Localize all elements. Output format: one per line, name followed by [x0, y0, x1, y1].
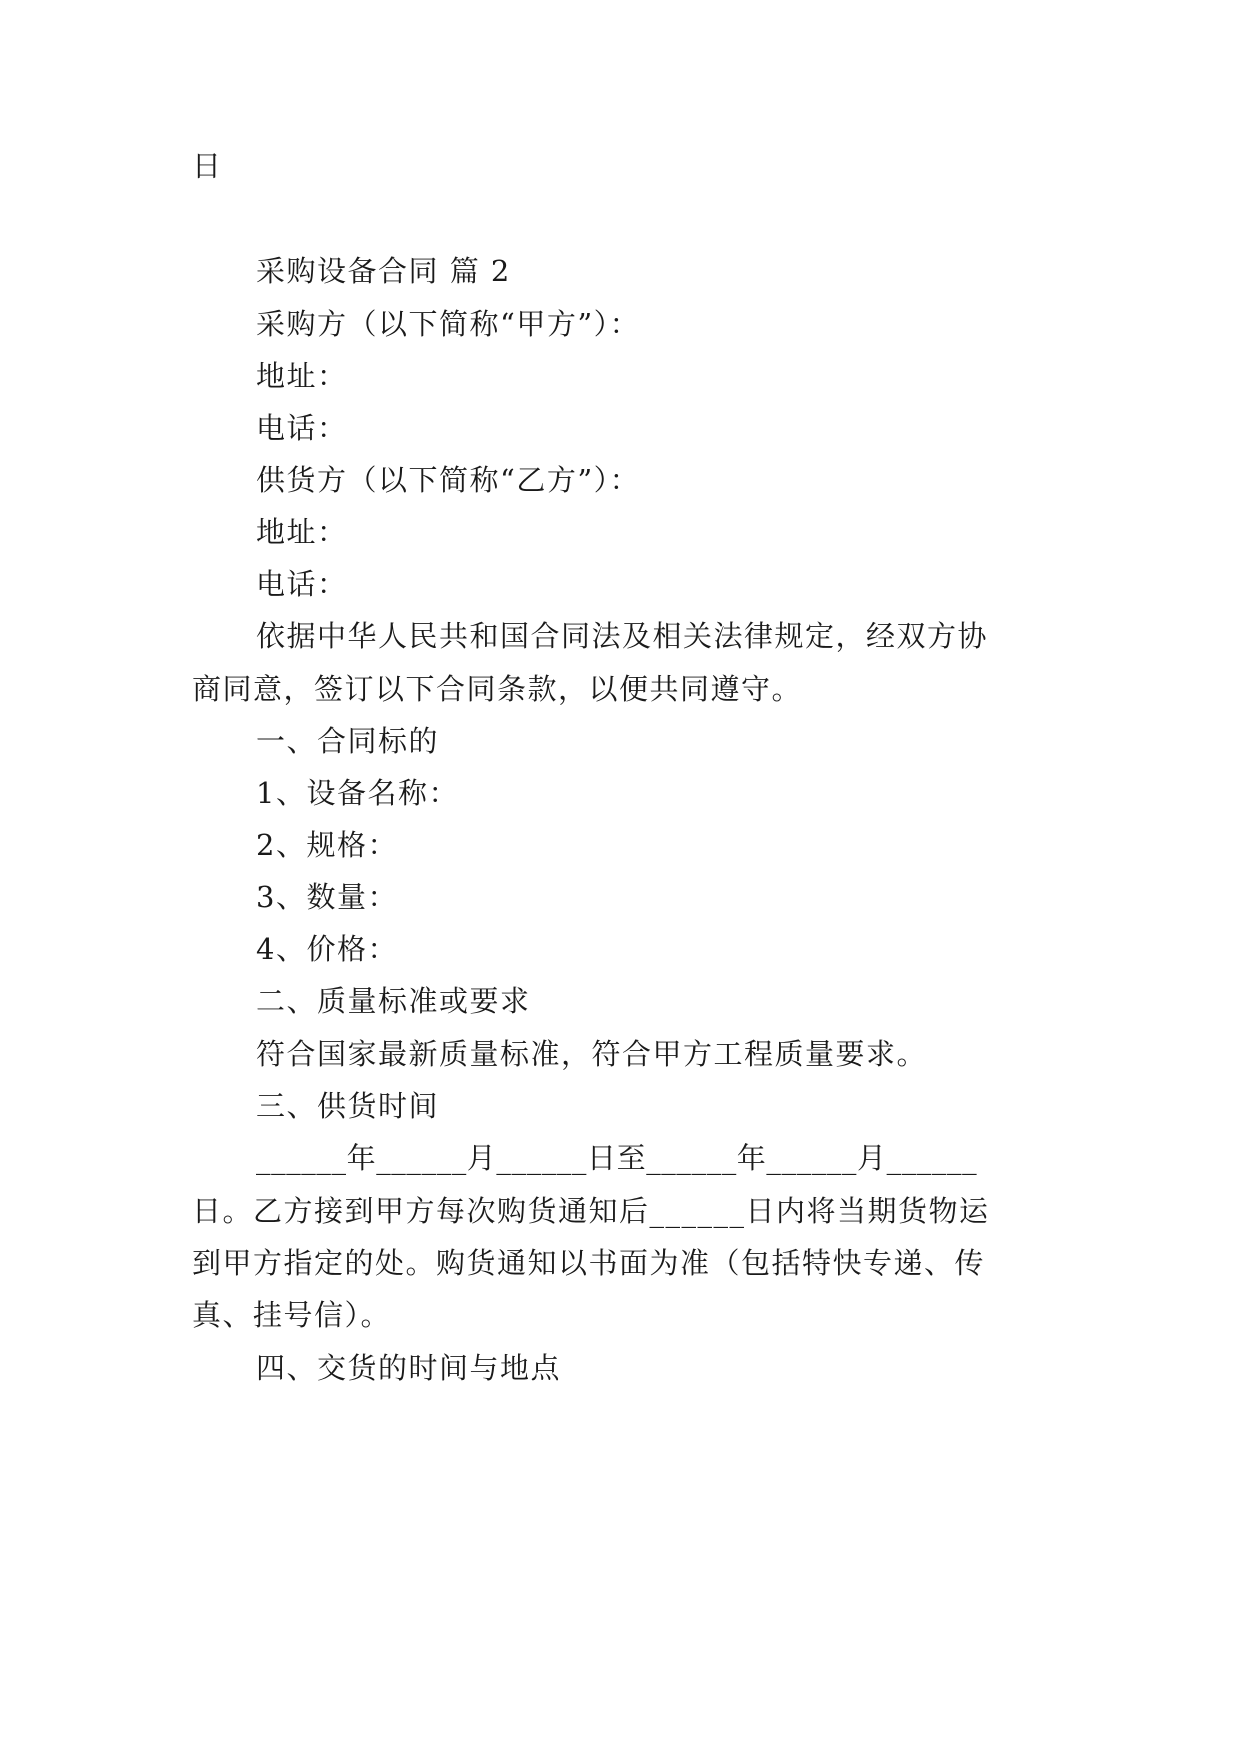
item-equipment-name: 1、设备名称：	[256, 776, 459, 810]
party-a-label: 采购方（以下简称“甲方”）：	[256, 307, 641, 341]
section-3-date-range: ______年______月______日至______年______月______	[256, 1141, 978, 1175]
section-3-line-2: 日。乙方接到甲方每次购货通知后______日内将当期货物运	[192, 1194, 990, 1228]
top-fragment: 日	[192, 149, 223, 183]
contract-heading: 采购设备合同 篇 2	[256, 254, 511, 288]
party-b-address: 地址：	[256, 515, 348, 549]
section-1-title: 一、合同标的	[256, 724, 440, 758]
section-3-line-4: 真、挂号信）。	[192, 1298, 392, 1332]
section-2-title: 二、质量标准或要求	[256, 984, 531, 1018]
item-price: 4、价格：	[256, 932, 398, 966]
party-b-phone: 电话：	[256, 567, 348, 601]
item-quantity: 3、数量：	[256, 880, 398, 914]
party-a-phone: 电话：	[256, 411, 348, 445]
section-3-title: 三、供货时间	[256, 1089, 440, 1123]
section-4-title: 四、交货的时间与地点	[256, 1351, 562, 1385]
section-3-line-3: 到甲方指定的处。购货通知以书面为准（包括特快专递、传	[192, 1246, 986, 1280]
preamble-line-1: 依据中华人民共和国合同法及相关法律规定，经双方协	[256, 619, 989, 653]
section-2-text: 符合国家最新质量标准，符合甲方工程质量要求。	[256, 1037, 928, 1071]
preamble-line-2: 商同意，签订以下合同条款，以便共同遵守。	[192, 672, 803, 706]
party-b-label: 供货方（以下简称“乙方”）：	[256, 463, 641, 497]
party-a-address: 地址：	[256, 359, 348, 393]
item-specification: 2、规格：	[256, 828, 398, 862]
